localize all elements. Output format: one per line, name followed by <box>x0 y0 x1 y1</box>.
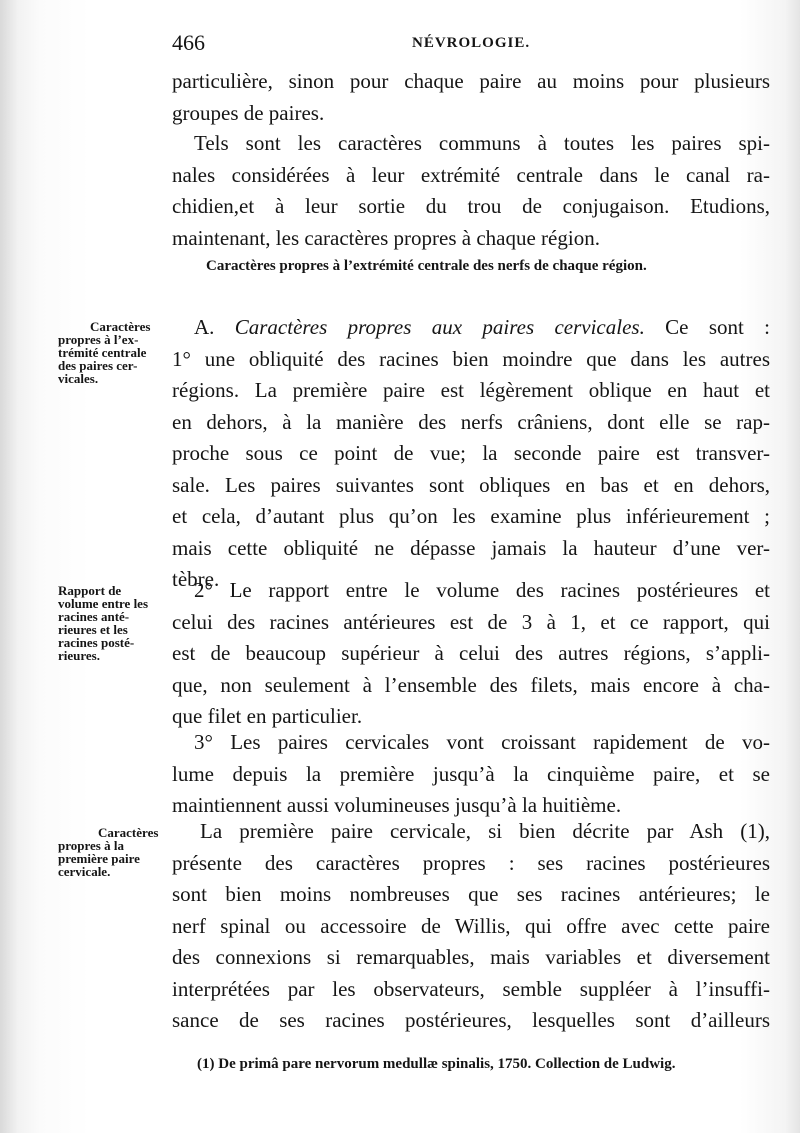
text-line: mais cette obliquité ne dépasse jamais la hauteur d’une ver- <box>172 535 770 560</box>
margin-note-line: cervicale. <box>58 864 111 879</box>
margin-note-line: racines posté- <box>58 635 135 650</box>
text-line: 1° une obliquité des racines bien moindre que dans les autres <box>172 346 770 371</box>
margin-note-line: racines anté- <box>58 609 130 624</box>
text-line: sale. Les paires suivantes sont obliques en bas et en dehors, <box>172 472 770 497</box>
text-line: proche sous ce point de vue; la seconde paire est transver- <box>172 441 770 465</box>
margin-note-line: première paire <box>58 851 140 866</box>
paragraph-intro <box>172 66 770 129</box>
text-line: et cela, d’autant plus qu’on les examine plus inférieurement ; <box>172 504 770 528</box>
page-number: 466 <box>172 30 205 55</box>
text-line: nales considérées à leur extrémité centrale dans le canal ra- <box>172 162 770 187</box>
text-line <box>172 312 770 344</box>
text-line: sance de ses racines postérieures, lesquelles sont d’ailleurs <box>172 1008 770 1032</box>
text-line: que filet en particulier. <box>172 704 363 728</box>
text-line: régions. La première paire est légèrement oblique en haut et <box>172 378 770 402</box>
text-line: des connexions si remarquables, mais variables et diversement <box>172 945 770 969</box>
text-line: que, non seulement à l’ensemble des filets, mais encore à cha- <box>172 672 770 697</box>
text-line: lume depuis la première jusqu’à la cinquième paire, et se <box>172 761 770 786</box>
text-line: interprétées par les observateurs, semble suppléer à l’insuffi- <box>172 976 770 1001</box>
text-line: 3° Les paires cervicales vont croissant rapidement de vo- <box>194 730 770 754</box>
margin-note-line: propres à l’ex- <box>58 332 139 347</box>
margin-note-line: Rapport de <box>58 583 122 598</box>
text-line: particulière, sinon pour chaque paire au moins pour plusieurs <box>172 69 770 93</box>
margin-note-line: volume entre les <box>58 596 149 611</box>
margin-note-line: rieures et les <box>58 622 128 637</box>
text-line: celui des racines antérieures est de 3 à 1, et ce rapport, qui <box>172 609 770 634</box>
text-line: 2° Le rapport entre le volume des racines postérieures et <box>194 578 770 602</box>
text-line: sont bien moins nombreuses que ses racines antérieures; le <box>172 882 770 906</box>
text-line: en dehors, à la manière des nerfs crâniens, dont elle se rap- <box>172 409 770 434</box>
page-header <box>172 30 762 60</box>
subsection-title: Caractères propres aux paires cervicales. <box>234 315 645 339</box>
subsection-lead: Ce sont : <box>644 315 770 339</box>
paragraph-rapport <box>172 575 770 733</box>
text-line: est de beaucoup supérieur à celui des autres régions, s’appli- <box>172 641 770 665</box>
text-line: présente des caractères propres : ses racines postérieures <box>172 850 770 875</box>
paragraph-first-pair <box>172 816 770 1037</box>
text-line: chidien,et à leur sortie du trou de conjugaison. Etudions, <box>172 194 770 218</box>
margin-note-line: rieures. <box>58 648 100 663</box>
margin-note-cervical <box>58 320 170 385</box>
section-heading: Caractères propres à l’extrémité centrale des nerfs de chaque région. <box>206 258 647 274</box>
margin-note-line: Caractères <box>98 825 159 840</box>
margin-note-line: Caractères <box>90 319 151 334</box>
margin-note-line: des paires cer- <box>58 358 138 373</box>
text-line: maintiennent aussi volumineuses jusqu’à la huitième. <box>172 793 622 817</box>
paragraph-volume <box>172 727 770 822</box>
margin-note-line: vicales. <box>58 371 99 386</box>
text-line: tèbre. <box>172 567 220 591</box>
paragraph-cervical <box>172 312 770 596</box>
running-title: NÉVROLOGIE. <box>412 35 531 51</box>
text-line: La première paire cervicale, si bien décrite par Ash (1), <box>200 819 770 843</box>
text-line: nerf spinal ou accessoire de Willis, qui offre avec cette paire <box>172 913 770 938</box>
margin-note-line: propres à la <box>58 838 124 853</box>
text-line: Tels sont les caractères communs à toutes les paires spi- <box>194 131 770 155</box>
footnote: (1) De primâ pare nervorum medullæ spinalis, 1750. Collection de Ludwig. <box>197 1056 676 1072</box>
paragraph-summary <box>172 128 770 254</box>
margin-note-rapport <box>58 584 170 662</box>
subsection-letter: A. <box>194 315 235 339</box>
margin-note-first-pair <box>58 826 170 878</box>
text-line: groupes de paires. <box>172 100 325 125</box>
margin-note-line: trémité centrale <box>58 345 147 360</box>
text-line: maintenant, les caractères propres à chaque région. <box>172 225 600 250</box>
